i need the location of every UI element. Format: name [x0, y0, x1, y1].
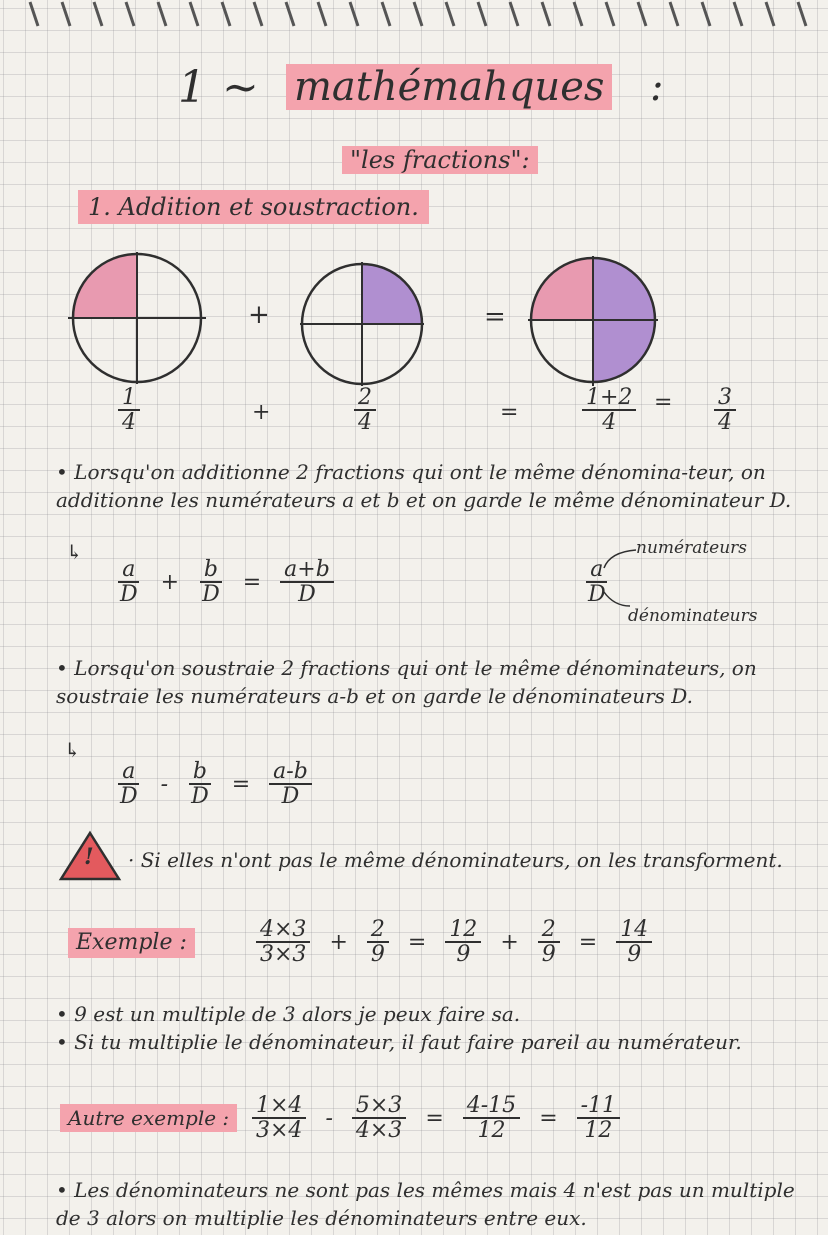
arrow-icon: ↳: [66, 540, 83, 564]
circle-one-quarter: [68, 252, 206, 384]
addition-formula: $\frac{a}{D}$ + $\frac{b}{D}$ = $\frac{a+b}{D}$: [110, 558, 340, 606]
rule-subtraction-sentence: Lorsqu'on soustraie 2 fractions qui ont le même dénominateurs, on soustraie les numérateurs a-b et on garde le dénominateurs D.: [56, 656, 757, 708]
title-dash: ~: [222, 62, 259, 113]
page-title: mathémahques: [286, 64, 612, 110]
bullet: •: [56, 460, 68, 484]
legend-arrows: [600, 542, 640, 612]
title-colon: :: [650, 64, 664, 110]
circle-plus: +: [248, 300, 270, 330]
circle-equals: =: [484, 302, 506, 332]
subtitle: "les fractions":: [342, 146, 538, 174]
fraction-2-4: $\frac{2}{4}$: [348, 386, 382, 434]
warning-text: · Si elles n'ont pas le même dénominateurs, on les transforment.: [128, 848, 783, 872]
note-multiple: • 9 est un multiple de 3 alors je peux faire sa.: [56, 1002, 521, 1026]
circle-two-quarters: [300, 262, 424, 386]
note-multiply: • Si tu multiplie le dénominateur, il faut faire pareil au numérateur.: [56, 1030, 742, 1054]
equals-sign-2: =: [654, 390, 673, 415]
fraction-1-4: $\frac{1}{4}$: [112, 386, 146, 434]
numerator-label: numérateurs: [636, 538, 748, 558]
example-label: Exemple :: [68, 928, 195, 958]
rule-subtraction-text: [56, 654, 816, 710]
bullet: •: [56, 656, 68, 680]
spiral-binding: [0, 0, 828, 30]
other-example-label: Autre exemple :: [60, 1104, 237, 1132]
plus-sign: +: [252, 400, 271, 425]
section-heading: 1. Addition et soustraction.: [78, 190, 429, 224]
fraction-circles: [60, 240, 680, 400]
fraction-3-4: $\frac{3}{4}$: [708, 386, 742, 434]
fraction-legend: $\frac{a}{D}$: [588, 557, 606, 608]
rule-addition-sentence: Lorsqu'on additionne 2 fractions qui ont le même dénomina-teur, on additionne les numérateurs a et b et on garde le même dénominateur D.: [56, 460, 792, 512]
arrow-icon-2: ↳: [64, 738, 81, 762]
circle-three-quarters: [528, 256, 658, 386]
example-formula: $\frac{4\times 3}{3\times 3}$ + $\frac{2}{9}$ = $\frac{12}{9}$ + $\frac{2}{9}$ = $\frac{14}{9}$: [250, 918, 658, 966]
subtraction-formula: $\frac{a}{D}$ - $\frac{b}{D}$ = $\frac{a-b}{D}$: [110, 760, 318, 808]
denominator-label: dénominateurs: [628, 606, 758, 626]
note-denominators: • Les dénominateurs ne sont pas les mêmes mais 4 n'est pas un multiple de 3 alors on multiplie les dénominateurs entre eux.: [56, 1178, 795, 1230]
equals-sign: =: [500, 400, 519, 425]
other-example-formula: $\frac{1\times 4}{3\times 4}$ - $\frac{5\times 3}{4\times 3}$ = $\frac{4-15}{12}$ = $\frac{-11}{12}$: [246, 1094, 626, 1142]
warning-mark: !: [84, 844, 94, 870]
fraction-1plus2-4: $\frac{1+2}{4}$: [576, 386, 642, 434]
page-number: 1: [178, 62, 206, 113]
rule-addition-text: [56, 458, 816, 514]
